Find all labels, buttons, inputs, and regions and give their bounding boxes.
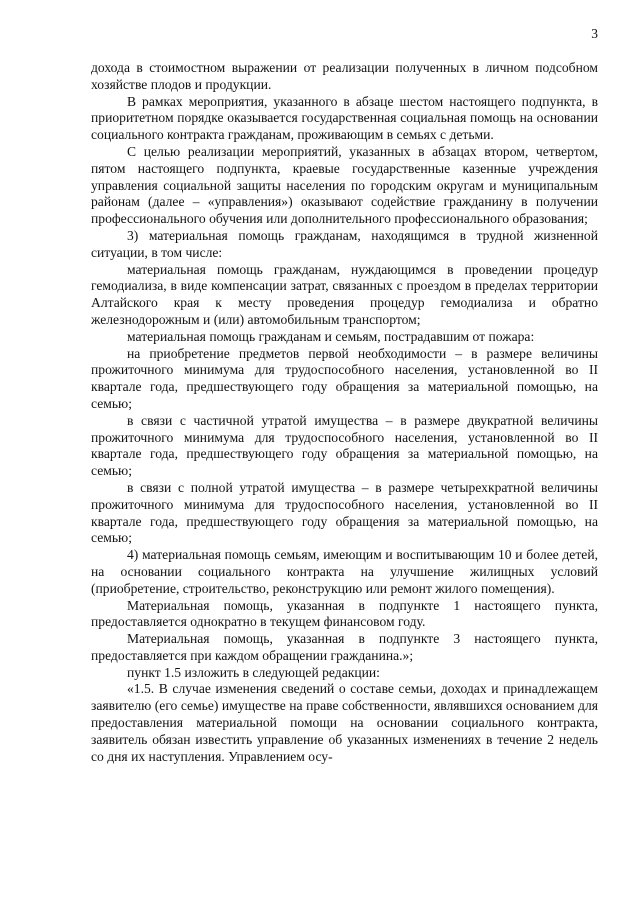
- paragraph: Материальная помощь, указанная в подпункте 3 настоящего пункта, предоставляется при каждом обращении гражданина.»;: [91, 631, 598, 663]
- paragraph: пункт 1.5 изложить в следующей редакции:: [127, 664, 380, 680]
- paragraph: 4) материальная помощь семьям, имеющим и воспитывающим 10 и более детей, на основании социального контракта на улучшение жилищных условий (приобретение, строительство, реконструкцию или ремонт жилого помещения).: [91, 547, 598, 596]
- paragraph: на приобретение предметов первой необходимости – в размере величины прожиточного минимума для трудоспособного населения, установленной во II квартале года, предшествующего году обращения за материальной помощью, на семью;: [91, 345, 598, 411]
- paragraph: «1.5. В случае изменения сведений о составе семьи, доходах и принадлежащем заявителю (его семье) имуществе на праве собственности, являвшихся основанием для предоставления материальной помощи на основании социального контракта, заявитель обязан известить управление об указанных изменениях в течение 2 недель со дня их наступления. Управлением осу-: [91, 681, 598, 764]
- paragraph: Материальная помощь, указанная в подпункте 1 настоящего пункта, предоставляется однократно в текущем финансовом году.: [91, 597, 598, 630]
- paragraph: С целью реализации мероприятий, указанных в абзацах втором, четвертом, пятом настоящего подпункта, краевые государственные казенные учреждения управления социальной защиты населения по городским округам и муниципальным районам (далее – «управления») оказывают содействие гражданину в получении профессионального обучения или дополнительного профессионального образования;: [91, 143, 598, 227]
- paragraph: 3) материальная помощь гражданам, находящимся в трудной жизненной ситуации, в том числе:: [91, 227, 598, 260]
- paragraph: в связи с полной утратой имущества – в размере четырехкратной величины прожиточного минимума для трудоспособного населения, установленной во II квартале года, предшествующего году обращения за материальной помощью, на семью;: [91, 479, 598, 546]
- document-body: [91, 60, 598, 765]
- paragraph: В рамках мероприятия, указанного в абзаце шестом настоящего подпункта, в приоритетном порядке оказывается государственная социальная помощь на основании социального контракта гражданам, проживающим в семьях с детьми.: [91, 93, 598, 143]
- paragraph: в связи с частичной утратой имущества – в размере двукратной величины прожиточного минимума для трудоспособного населения, установленной во II квартале года, предшествующего году обращения за материальной помощью, на семью;: [91, 412, 598, 479]
- page-number: 3: [591, 26, 598, 41]
- paragraph: материальная помощь гражданам и семьям, пострадавшим от пожара:: [127, 328, 535, 344]
- paragraph: дохода в стоимостном выражении от реализации полученных в личном подсобном хозяйстве плодов и продукции.: [91, 60, 598, 92]
- paragraph: материальная помощь гражданам, нуждающимся в проведении процедур гемодиализа, в виде компенсации затрат, связанных с проездом в пределах территории Алтайского края к месту проведения процедур гемодиализа и обратно железнодорожным и (или) автомобильным транспортом;: [91, 261, 598, 327]
